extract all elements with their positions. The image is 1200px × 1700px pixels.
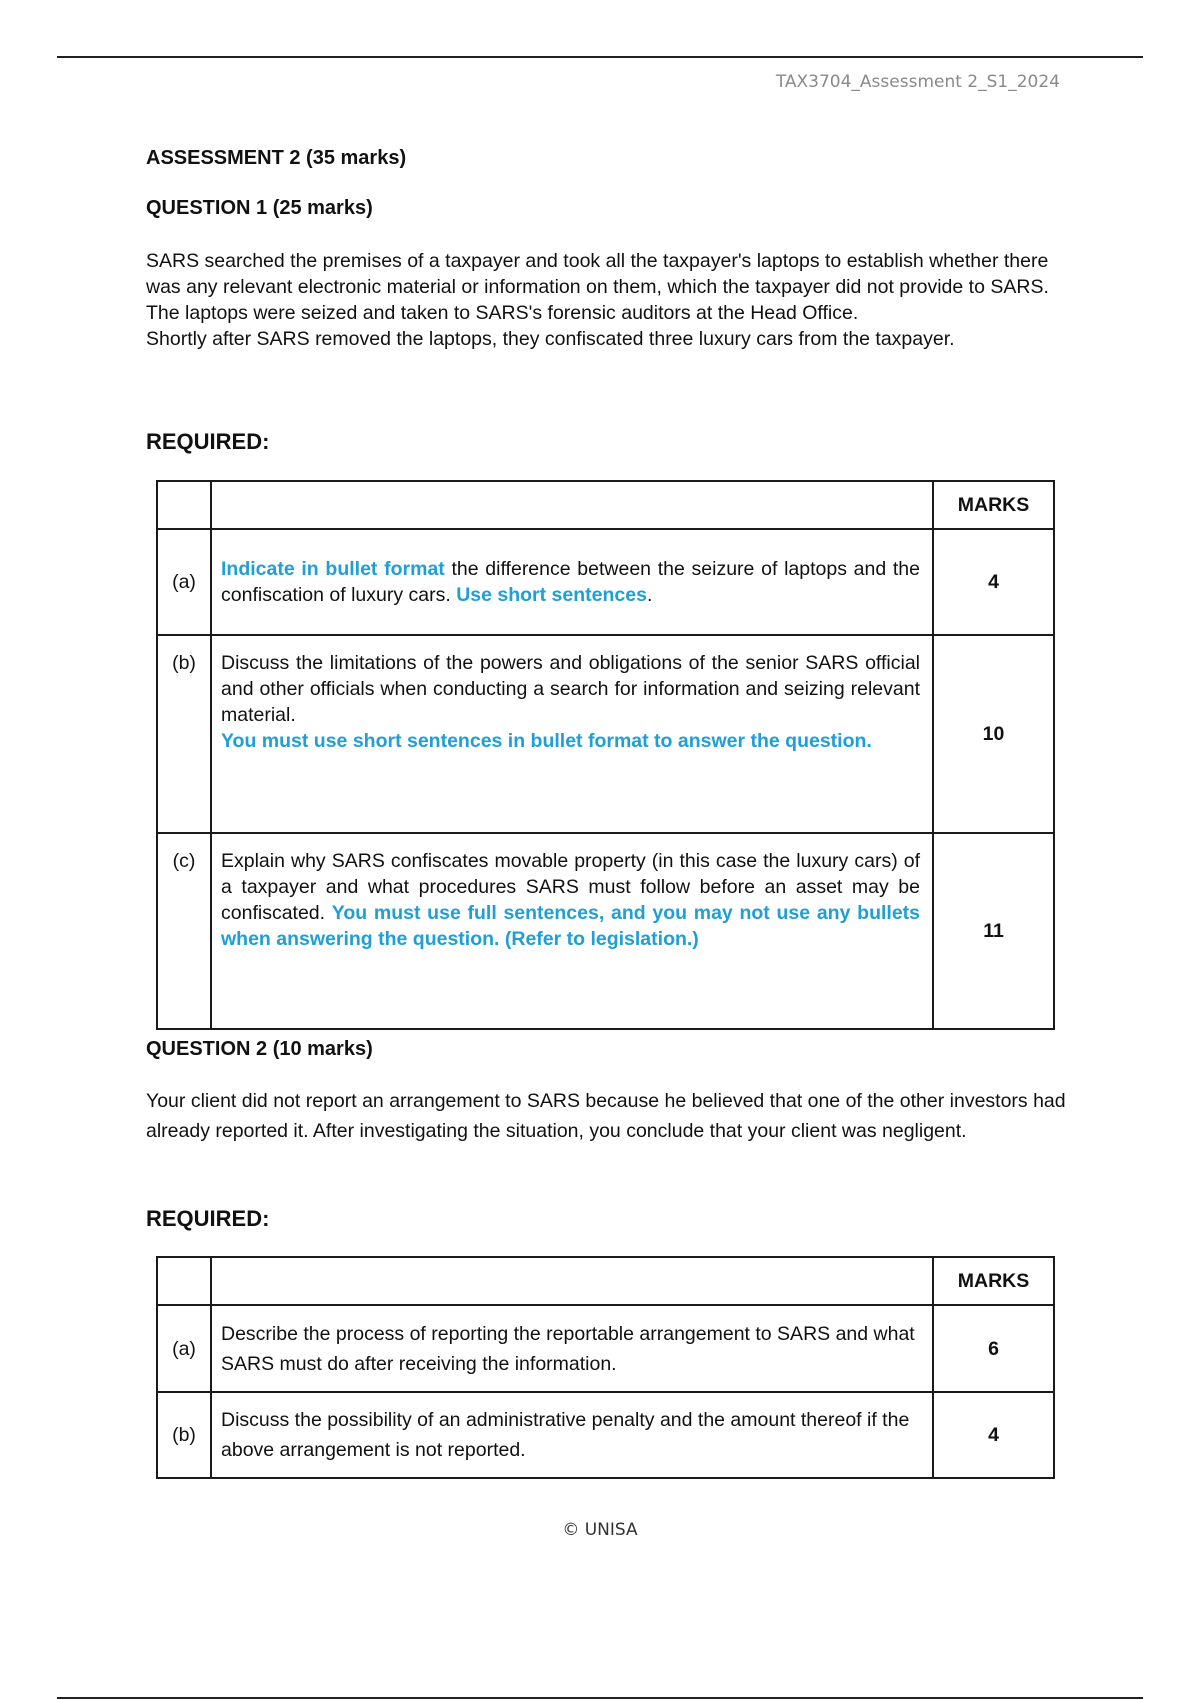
- question-2-paragraph: Your client did not report an arrangement to SARS because he believed that one of the other investors had already reported it. After investigating the situation, you conclude that your client was negligent.: [146, 1090, 1066, 1142]
- question-2-title: QUESTION 2 (10 marks): [146, 1038, 373, 1060]
- question-1-scenario: [146, 248, 1066, 352]
- description-text: .: [646, 584, 653, 606]
- table-header-row: [157, 1257, 1054, 1305]
- row-description: [211, 833, 933, 1029]
- row-description: [211, 529, 933, 635]
- instruction-highlight: You must use full sentences, and you may not use any bullets when answering the question. (Refer to legislation.): [221, 902, 920, 950]
- copyright-footer: © UNISA: [562, 1520, 638, 1540]
- question-1-requirements-table: [156, 480, 1055, 1030]
- assessment-title: ASSESSMENT 2 (35 marks): [146, 147, 407, 169]
- row-marks: 4: [933, 529, 1054, 635]
- row-letter: (b): [157, 1392, 211, 1478]
- row-marks: 11: [933, 833, 1054, 1029]
- row-marks: 4: [933, 1392, 1054, 1478]
- question-2-scenario: [146, 1086, 1066, 1146]
- question-2-required-label: REQUIRED:: [146, 1206, 270, 1231]
- instruction-highlight: Use short sentences: [456, 584, 647, 606]
- row-marks: 6: [933, 1305, 1054, 1392]
- table-header-row: [157, 481, 1054, 529]
- question-2-requirements-table: [156, 1256, 1055, 1479]
- row-marks: 10: [933, 635, 1054, 833]
- table-row: [157, 1305, 1054, 1392]
- question-1-required-label: REQUIRED:: [146, 429, 270, 454]
- bottom-rule: [57, 1697, 1143, 1699]
- header-empty-cell: [157, 481, 211, 529]
- row-letter: (c): [157, 833, 211, 1029]
- description-text: the difference between the seizure of laptops and the confiscation of luxury cars.: [221, 558, 920, 606]
- marks-header: MARKS: [933, 1257, 1054, 1305]
- row-description: [211, 635, 933, 833]
- description-text: Discuss the limitations of the powers and obligations of the senior SARS official and other officials when conducting a search for information and seizing relevant material.: [221, 652, 920, 726]
- row-letter: (a): [157, 1305, 211, 1392]
- table-row: [157, 1392, 1054, 1478]
- row-letter: (b): [157, 635, 211, 833]
- row-description: Discuss the possibility of an administrative penalty and the amount thereof if the above arrangement is not reported.: [211, 1392, 933, 1478]
- question-1-paragraph-1: SARS searched the premises of a taxpayer and took all the taxpayer's laptops to establish whether there was any relevant electronic material or information on them, which the taxpayer did not provide to SARS. The laptops were seized and taken to SARS's forensic auditors at the Head Office.: [146, 250, 1049, 324]
- table-row: [157, 635, 1054, 833]
- row-description: Describe the process of reporting the reportable arrangement to SARS and what SARS must do after receiving the information.: [211, 1305, 933, 1392]
- marks-header: MARKS: [933, 481, 1054, 529]
- header-empty-cell: [211, 1257, 933, 1305]
- row-letter: (a): [157, 529, 211, 635]
- instruction-highlight: Indicate in bullet format: [221, 558, 445, 580]
- table-row: [157, 529, 1054, 635]
- header-empty-cell: [211, 481, 933, 529]
- question-1-title: QUESTION 1 (25 marks): [146, 197, 373, 219]
- document-code: TAX3704_Assessment 2_S1_2024: [775, 72, 1060, 92]
- table-row: [157, 833, 1054, 1029]
- header-empty-cell: [157, 1257, 211, 1305]
- description-text: Explain why SARS confiscates movable property (in this case the luxury cars) of a taxpayer and what procedures SARS must follow before an asset may be confiscated.: [221, 850, 920, 924]
- instruction-highlight: You must use short sentences in bullet format to answer the question.: [221, 730, 872, 752]
- top-rule: [57, 56, 1143, 58]
- question-1-paragraph-2: Shortly after SARS removed the laptops, they confiscated three luxury cars from the taxpayer.: [146, 328, 955, 350]
